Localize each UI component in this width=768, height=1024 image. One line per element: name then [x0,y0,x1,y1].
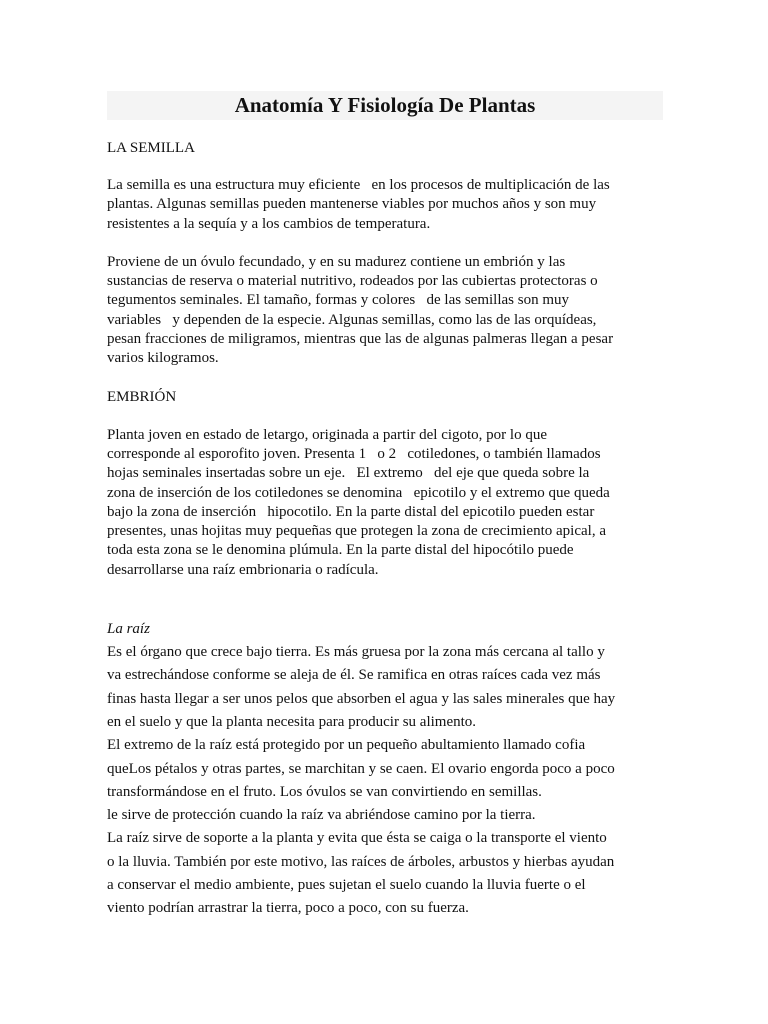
text-line: Proviene de un óvulo fecundado, y en su madurez contiene un embrión y las [107,253,566,270]
section-heading-raiz: La raíz [107,621,150,638]
text-line: bajo la zona de inserción hipocotilo. En la parte distal del epicotilo pueden estar [107,503,595,520]
text-line: transformándose en el fruto. Los óvulos se van convirtiendo en semillas. [107,783,542,800]
section-heading-embrion: EMBRIÓN [107,388,177,405]
text-line: variables y dependen de la especie. Algunas semillas, como las de las orquídeas, [107,311,597,328]
text-line: a conservar el medio ambiente, pues sujetan el suelo cuando la lluvia fuerte o el [107,877,586,894]
text-line: Planta joven en estado de letargo, originada a partir del cigoto, por lo que [107,426,548,443]
text-line: Es el órgano que crece bajo tierra. Es más gruesa por la zona más cercana al tallo y [107,644,605,661]
text-line: hojas seminales insertadas sobre un eje. El extremo del eje que queda sobre la [107,465,590,482]
text-line: La semilla es una estructura muy eficiente en los procesos de multiplicación de las [107,177,610,193]
text-line: en el suelo y que la planta necesita para producir su alimento. [107,713,477,730]
title-band [107,91,663,120]
text-line: desarrollarse una raíz embrionaria o radícula. [107,561,379,578]
text-line: sustancias de reserva o material nutritivo, rodeados por las cubiertas protectoras o [107,273,598,290]
text-line: o la lluvia. También por este motivo, las raíces de árboles, arbustos y hierbas ayudan [107,853,615,870]
text-line: El extremo de la raíz está protegido por un pequeño abultamiento llamado cofia [107,737,586,754]
text-line: corresponde al esporofito joven. Presenta 1 o 2 cotiledones, o también llamados [107,445,601,462]
section-heading-semilla: LA SEMILLA [107,140,195,156]
text-line: plantas. Algunas semillas pueden mantenerse viables por muchos años y son muy [107,196,597,213]
text-line: presentes, unas hojitas muy pequeñas que protegen la zona de crecimiento apical, a [107,523,606,540]
text-line: varios kilogramos. [107,350,219,367]
text-line: resistentes a la sequía y a los cambios de temperatura. [107,215,431,232]
text-line: La raíz sirve de soporte a la planta y evita que ésta se caiga o la transporte el viento [107,830,607,847]
text-line: viento podrían arrastrar la tierra, poco a poco, con su fuerza. [107,900,469,917]
paragraph-semilla-1 [107,176,663,234]
text-line: toda esta zona se le denomina plúmula. En la parte distal del hipocótilo puede [107,542,574,559]
paragraph-semilla-2 [107,253,663,369]
document-title: Anatomía Y Fisiología De Plantas [234,93,536,117]
paragraph-embrion [107,426,663,580]
paragraph-raiz [107,641,663,921]
text-line: queLos pétalos y otras partes, se marchitan y se caen. El ovario engorda poco a poco [107,760,615,777]
text-line: tegumentos seminales. El tamaño, formas y colores de las semillas son muy [107,292,569,309]
text-line: le sirve de protección cuando la raíz va abriéndose camino por la tierra. [107,807,536,824]
text-line: finas hasta llegar a ser unos pelos que absorben el agua y las sales minerales que hay [107,690,616,707]
text-line: zona de inserción de los cotiledones se denomina epicotilo y el extremo que queda [107,484,610,501]
text-line: va estrechándose conforme se aleja de él. Se ramifica en otras raíces cada vez más [107,667,601,684]
document-page [107,91,663,921]
text-line: pesan fracciones de miligramos, mientras que las de algunas palmeras llegan a pesar [107,331,614,348]
